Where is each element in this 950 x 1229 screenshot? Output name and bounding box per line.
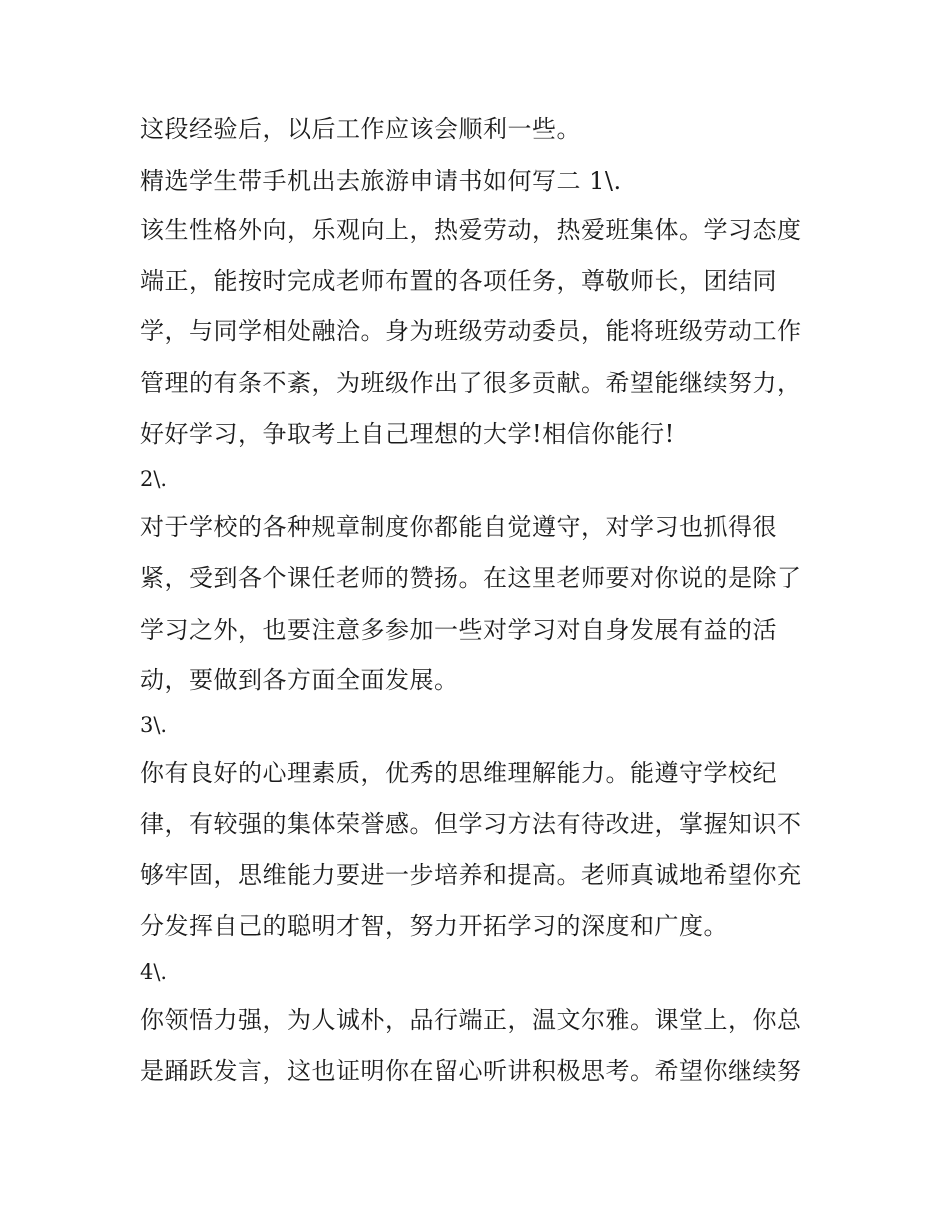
text-line: 分发挥自己的聪明才智，努力开拓学习的深度和广度。 (140, 912, 728, 940)
text-line: 管理的有条不紊，为班级作出了很多贡献。希望能继续努力， (140, 369, 802, 397)
text-line: 你领悟力强，为人诚朴，品行端正，温文尔雅。课堂上，你总 (140, 1006, 802, 1034)
text-line: 律，有较强的集体荣誉感。但学习方法有待改进，掌握知识不 (140, 810, 802, 838)
item-number: 2\. (140, 467, 168, 491)
item-number: 3\. (140, 713, 168, 737)
text-line: 端正，能按时完成老师布置的各项任务，尊敬师长，团结同 (140, 267, 777, 295)
text-line: 你有良好的心理素质，优秀的思维理解能力。能遵守学校纪 (140, 759, 777, 787)
section-heading: 精选学生带手机出去旅游申请书如何写二 1\. (140, 167, 622, 195)
text-line: 学，与同学相处融洽。身为班级劳动委员，能将班级劳动工作 (140, 317, 802, 345)
text-line: 紧，受到各个课任老师的赞扬。在这里老师要对你说的是除了 (140, 564, 802, 592)
text-line: 动，要做到各方面全面发展。 (140, 666, 459, 694)
text-line: 是踊跃发言，这也证明你在留心听讲积极思考。希望你继续努 (140, 1057, 802, 1085)
text-line: 好好学习，争取考上自己理想的大学!相信你能行! (140, 420, 675, 448)
text-line: 学习之外，也要注意多参加一些对学习对自身发展有益的活 (140, 616, 777, 644)
text-line: 该生性格外向，乐观向上，热爱劳动，热爱班集体。学习态度 (140, 216, 802, 244)
text-line: 这段经验后，以后工作应该会顺利一些。 (140, 115, 581, 143)
text-line: 对于学校的各种规章制度你都能自觉遵守，对学习也抓得很 (140, 513, 777, 541)
text-line: 够牢固，思维能力要进一步培养和提高。老师真诚地希望你充 (140, 861, 802, 889)
item-number: 4\. (140, 960, 168, 984)
